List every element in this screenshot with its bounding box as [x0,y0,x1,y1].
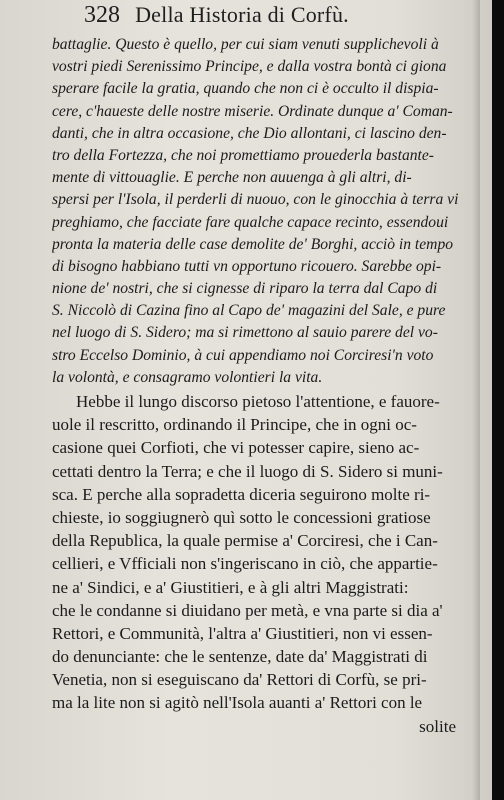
page-edge-shadow [472,0,480,800]
narrative-line: Rettori, e Communità, l'altra a' Giustitieri, non vi essen- [52,623,433,643]
narrative-line: sca. E perche alla sopradetta diceria seguirono molte ri- [52,484,431,504]
petition-line: danti, che in altra occasione, che Dio allontani, ci lascino den- [52,124,447,142]
petition-line: cere, c'haueste delle nostre miserie. Ordinate dunque a' Coman- [52,102,453,120]
narrative-line: casione quei Corfioti, che vi potesser capire, sieno ac- [52,438,420,458]
catchword: solite [419,716,456,736]
petition-line: la volontà, e consagramo volontieri la vita. [52,368,323,386]
narrative-line: ma la lite non si agitò nell'Isola auanti a' Rettori con le [52,693,423,713]
page-header [84,2,349,32]
narrative-line: cettati dentro la Terra; e che il luogo di S. Sidero si muni- [52,461,443,481]
petition-line: nel luogo di S. Sidero; ma si rimettono al sauio parere del vo- [52,324,438,342]
petition-line: nione de' nostri, che si cignesse di riparo la terra dal Capo di [52,280,438,298]
narrative-text [52,390,484,738]
petition-line: pronta la materia delle case demolite de' Borghi, acciò in tempo [52,235,454,253]
page-number: 328 [84,2,120,28]
petition-line: battaglie. Questo è quello, per cui siam venuti supplichevoli à [52,36,439,53]
running-title: Della Historia di Corfù. [135,2,349,27]
petition-line: sperare facile la gratia, quando che non ci è occulto il dispia- [52,80,439,98]
petition-line: mente di vittouaglie. E perche non auuenga à gli altri, di- [52,169,412,187]
petition-line: di bisogno habbiano tutti vn opportuno ricouero. Sarebbe opi- [52,257,442,275]
narrative-line: Hebbe il lungo discorso pietoso l'attentione, e fauore- [76,392,440,411]
petition-line: tro della Fortezza, che noi promettiamo prouederla bastante- [52,146,435,164]
petition-line: spersi per l'Isola, il perderli di nuouo, con le ginocchia à terra vi [52,191,459,209]
narrative-line: do denunciante: che le sentenze, date da' Maggistrati di [52,647,428,667]
petition-text [52,34,484,389]
petition-line: preghiamo, che facciate fare qualche capace recinto, essendoui [52,213,449,231]
narrative-line: chieste, io soggiugnerò quì sotto le concessioni gratiose [52,507,431,527]
narrative-line: cellieri, e Vfficiali non s'ingeriscano in ciò, che appartie- [52,554,438,574]
narrative-line: ne a' Sindici, e a' Giustitieri, e à gli altri Maggistrati: [52,577,409,597]
petition-line: vostri piedi Serenissimo Principe, e dalla vostra bontà ci giona [52,58,447,76]
narrative-line: della Republica, la quale permise a' Corciresi, che i Can- [52,531,438,551]
narrative-line: uole il rescritto, ordinando il Principe, che in ogni oc- [52,415,417,435]
narrative-line: che le condanne si diuidano per metà, e vna parte si dia a' [52,600,443,620]
petition-line: stro Eccelso Dominio, à cui appendiamo noi Corciresi'n voto [52,346,434,364]
narrative-line: Venetia, non si eseguiscano da' Rettori di Corfù, se pri- [52,670,427,690]
petition-line: S. Niccolò di Cazina fino al Capo de' magazini del Sale, e pure [52,302,446,320]
